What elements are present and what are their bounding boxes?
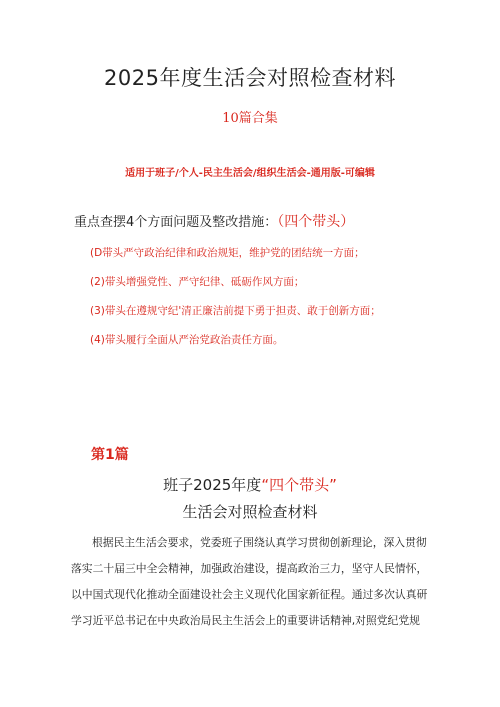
applicable-scope-note: 适用于班子/个人-民主生活会/组织生活会-通用版-可编辑 — [125, 168, 375, 179]
list-item: (4)带头履行全面从严治党政治责任方面。 — [90, 334, 284, 346]
body-line: 学习近平总书记在中央政治局民主生活会上的重要讲话精神,对照党纪党规 — [71, 614, 420, 627]
document-title: 2025年度生活会对照检查材料 — [104, 66, 396, 90]
list-item: (2)带头增强党性、严守纪律、砥砺作风方面； — [90, 276, 305, 288]
article-body — [71, 530, 429, 634]
key-points-lead: 重点查摆4个方面问题及整改措施： — [74, 215, 278, 230]
collection-subtitle: 10篇合集 — [222, 111, 278, 126]
body-line: 根据民主生活会要求，党委班子围绕认真学习贯彻创新理论，深入贯彻 — [92, 536, 427, 549]
article-title-prefix: 班子2025年度 — [163, 476, 262, 494]
list-item: (D带头严守政治纪律和政治规矩，维护党的团结统一方面； — [90, 247, 365, 259]
key-points-list — [90, 245, 381, 361]
body-line: 落实二十届三中全会精神，加强政治建设，提高政治三力，坚守人民情怀， — [71, 562, 428, 575]
body-line: 以中国式现代化推动全面建设社会主义现代化国家新征程。通过多次认真研 — [71, 588, 428, 601]
list-item: (3)带头在遵规守纪'清正廉洁前提下勇于担责、敢于创新方面； — [90, 305, 381, 317]
key-points-heading — [74, 211, 354, 231]
article-number-label: 第1篇 — [91, 447, 129, 463]
article-title-line-1 — [0, 474, 500, 495]
key-points-paren: （四个带头） — [277, 214, 355, 230]
article-title-highlight: “四个带头” — [261, 476, 337, 494]
article-title-line-2: 生活会对照检查材料 — [182, 503, 318, 521]
